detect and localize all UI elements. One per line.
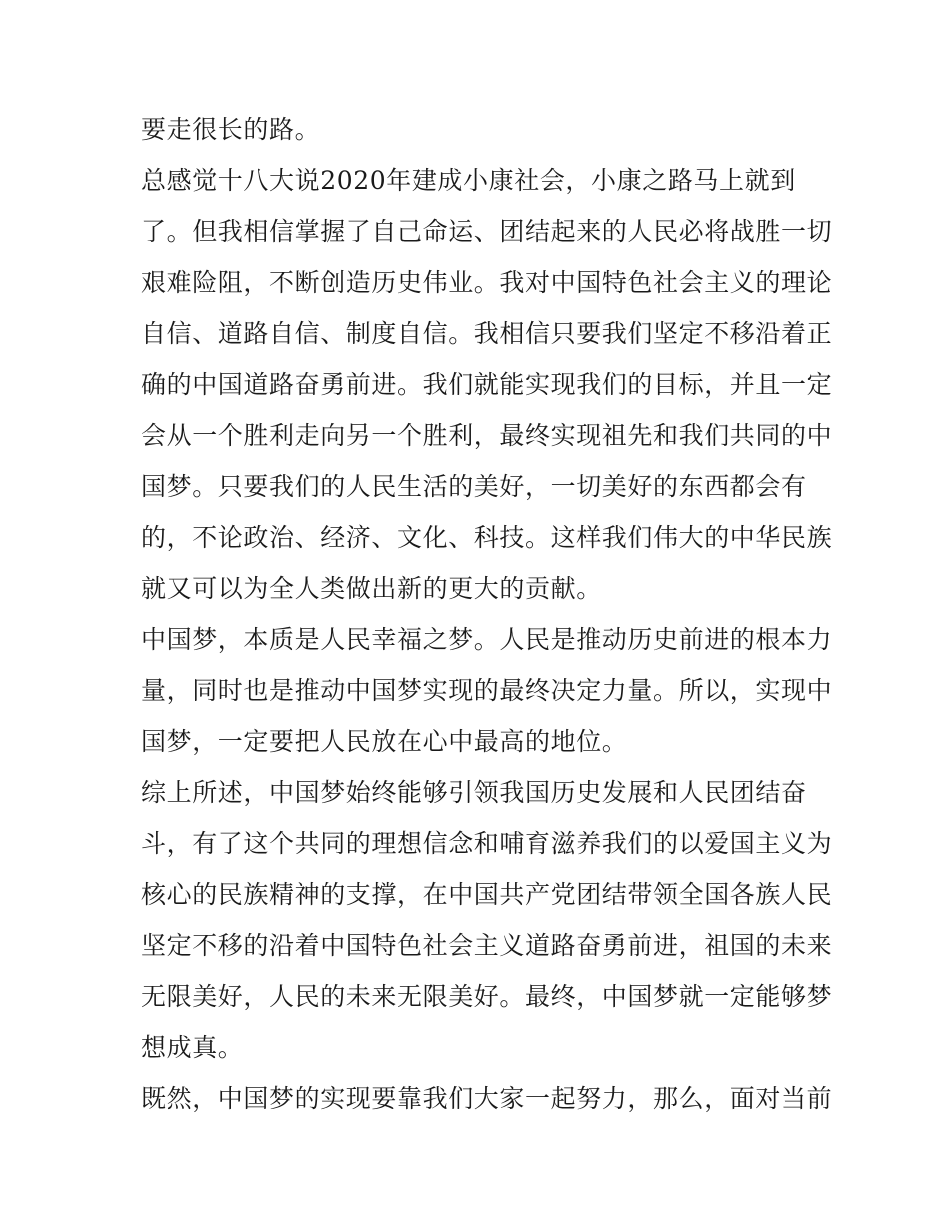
text-line: 会从一个胜利走向另一个胜利，最终实现祖先和我们共同的中 (141, 421, 833, 450)
text-line: 艰难险阻，不断创造历史伟业。我对中国特色社会主义的理论 (141, 268, 833, 297)
text-line: 自信、道路自信、制度自信。我相信只要我们坚定不移沿着正 (141, 319, 833, 348)
text-line: 既然，中国梦的实现要靠我们大家一起努力，那么，面对当前 (141, 1084, 833, 1113)
text-line: 量，同时也是推动中国梦实现的最终决定力量。所以，实现中 (141, 676, 833, 705)
text-line: 的，不论政治、经济、文化、科技。这样我们伟大的中华民族 (141, 523, 833, 552)
text-line: 要走很长的路。 (141, 115, 321, 144)
text-line: 确的中国道路奋勇前进。我们就能实现我们的目标，并且一定 (141, 370, 833, 399)
text-line: 就又可以为全人类做出新的更大的贡献。 (141, 574, 602, 603)
text-line: 核心的民族精神的支撑，在中国共产党团结带领全国各族人民 (141, 880, 833, 909)
text-line: 无限美好，人民的未来无限美好。最终，中国梦就一定能够梦 (141, 982, 833, 1011)
text-line: 斗，有了这个共同的理想信念和哺育滋养我们的以爱国主义为 (141, 829, 833, 858)
text-line: 综上所述，中国梦始终能够引领我国历史发展和人民团结奋 (141, 778, 807, 807)
text-line: 国梦，一定要把人民放在心中最高的地位。 (141, 727, 628, 756)
text-line: 总感觉十八大说2020年建成小康社会，小康之路马上就到 (141, 166, 796, 195)
text-line: 中国梦，本质是人民幸福之梦。人民是推动历史前进的根本力 (141, 625, 833, 654)
text-line: 了。但我相信掌握了自己命运、团结起来的人民必将战胜一切 (141, 217, 833, 246)
text-line: 坚定不移的沿着中国特色社会主义道路奋勇前进，祖国的未来 (141, 931, 833, 960)
text-line: 国梦。只要我们的人民生活的美好，一切美好的东西都会有 (141, 472, 807, 501)
text-line: 想成真。 (141, 1033, 244, 1062)
